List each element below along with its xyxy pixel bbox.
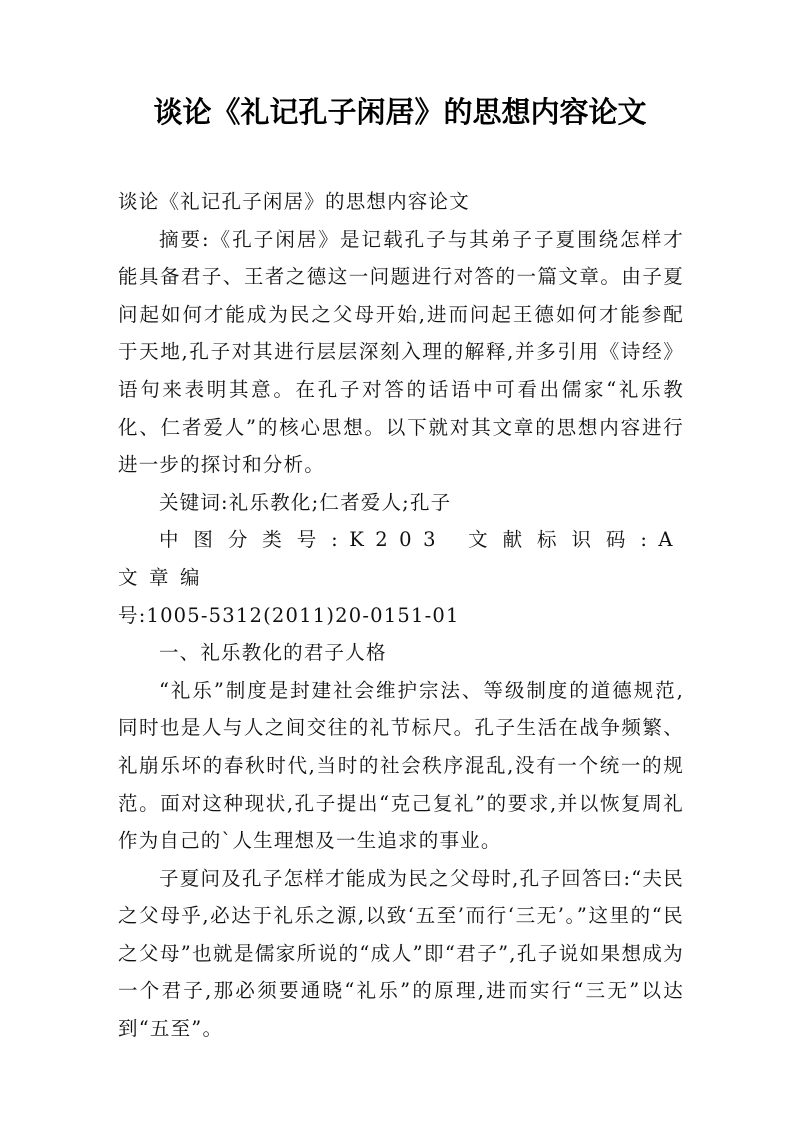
subtitle-paragraph: 谈论《礼记孔子闲居》的思想内容论文 [118,190,470,213]
section-heading: 一、礼乐教化的君子人格 [158,641,387,665]
classification-paragraph [118,521,684,596]
article-number-paragraph [118,597,684,635]
abstract-paragraph: 摘要:《孔子闲居》是记载孔子与其弟子子夏围绕怎样才能具备君子、王者之德这一问题进行对答的一篇文章。由子夏问起如何才能成为民之父母开始,进而问起王德如何才能参配于天地,孔子对其进行层层深刻入理的解释,并多引用《诗经》语句来表明其意。在孔子对答的话语中可看出儒家“礼乐教化、仁者爱人”的核心思想。以下就对其文章的思想内容进行进一步的探讨和分析。 [118,227,684,477]
document-title: 谈论《礼记孔子闲居》的思想内容论文 [153,95,647,129]
document-body [118,183,684,1048]
keywords-paragraph: 关键词:礼乐教化;仁者爱人;孔子 [158,490,452,514]
body-paragraph: 子夏问及孔子怎样才能成为民之父母时,孔子回答曰:“夫民之父母乎,必达于礼乐之源,以致‘五至’而行‘三无’。”这里的“民之父母”也就是儒家所说的“成人”即“君子”,孔子说如果想成为一个君子,那必须要通晓“礼乐”的原理,进而实行“三无”以达到“五至”。 [118,866,684,1041]
body-paragraph: “礼乐”制度是封建社会维护宗法、等级制度的道德规范,同时也是人与人之间交往的礼节标尺。孔子生活在战争频繁、礼崩乐坏的春秋时代,当时的社会秩序混乱,没有一个统一的规范。面对这种现状,孔子提出“克己复礼”的要求,并以恢复周礼作为自己的`人生理想及一生追求的事业。 [118,678,684,853]
classification-line: 中图分类号:K203 文献标识码:A 文章编 [118,528,684,589]
article-number-line: 号:1005-5312(2011)20-0151-01 [118,603,460,627]
